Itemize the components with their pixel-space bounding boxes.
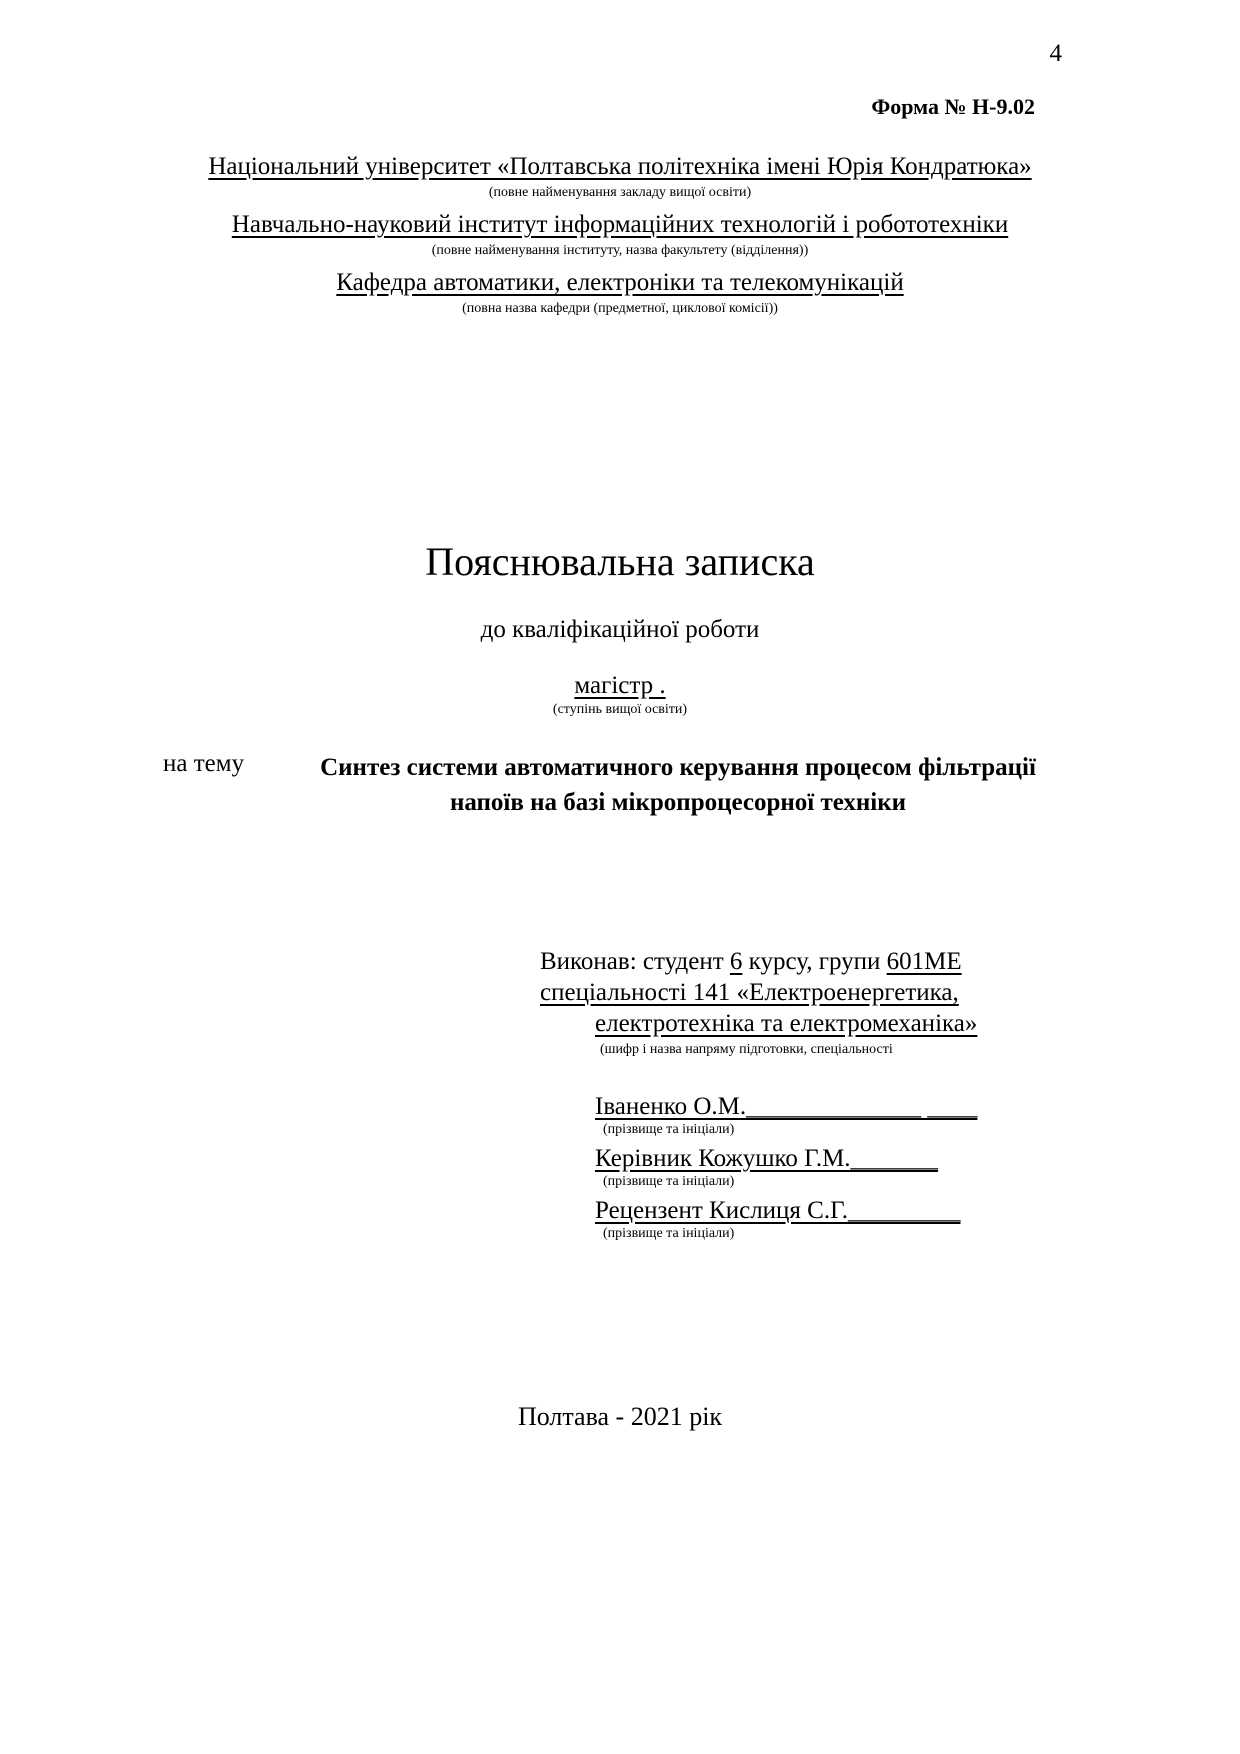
document-subtitle: до кваліфікаційної роботи — [480, 616, 760, 643]
student-name: Іваненко О.М.______________ ____ — [595, 1093, 978, 1120]
institute-note: (повне найменування інституту, назва факультету (відділення)) — [431, 243, 809, 258]
reviewer-name: Рецензент Кислиця С.Г._________ — [595, 1197, 961, 1224]
executor-block — [540, 946, 1030, 1249]
topic-text: Синтез системи автоматичного керування процесом фільтрації напоїв на базі мікропроцесорної техніки — [320, 754, 1036, 816]
document-title: Пояснювальна записка — [425, 539, 815, 584]
supervisor-signature-line — [595, 1145, 1030, 1173]
executor-mid: курсу, групи — [742, 948, 887, 975]
topic-label: на тему — [163, 750, 245, 777]
speciality-note: (шифр і назва напряму підготовки, спеціальності — [600, 1042, 893, 1057]
city-year: Полтава - 2021 рік — [517, 1402, 723, 1431]
speciality-line-1: спеціальності 141 «Електроенергетика, — [540, 979, 959, 1006]
speciality-line-2 — [540, 1008, 1030, 1039]
course-number: 6 — [729, 948, 743, 975]
header-block — [100, 152, 1140, 320]
reviewer-name-note: (прізвище та ініціали) — [603, 1226, 735, 1241]
form-code: Форма № Н-9.02 — [871, 94, 1035, 119]
institute-name: Навчально-науковий інститут інформаційних технологій і робототехніки — [231, 211, 1009, 238]
degree-level-text: магістр . — [574, 672, 666, 699]
reviewer-signature-line — [595, 1197, 1030, 1225]
speciality-line-2-text: електротехніка та електромеханіка» — [595, 1010, 978, 1037]
executor-prefix: Виконав: студент — [540, 948, 730, 975]
degree-level — [0, 672, 1240, 700]
executor-line — [540, 946, 1030, 977]
group-number: 601МЕ — [886, 948, 962, 975]
student-signature-line — [595, 1093, 1030, 1121]
department-note: (повна назва кафедри (предметної, циклової комісії)) — [462, 301, 778, 316]
title-block — [0, 538, 1240, 718]
page-number: 4 — [1049, 40, 1062, 67]
topic-row — [163, 750, 1075, 820]
signatures-block — [540, 1093, 1030, 1243]
university-note: (повне найменування закладу вищої освіти) — [488, 185, 752, 200]
university-name: Національний університет «Полтавська політехніка імені Юрія Кондратюка» — [208, 153, 1032, 180]
degree-note: (ступінь вищої освіти) — [552, 702, 688, 717]
department-name: Кафедра автоматики, електроніки та телекомунікацій — [336, 269, 904, 296]
student-name-note: (прізвище та ініціали) — [603, 1122, 735, 1137]
supervisor-name: Керівник Кожушко Г.М._______ — [595, 1145, 939, 1172]
supervisor-name-note: (прізвище та ініціали) — [603, 1174, 735, 1189]
